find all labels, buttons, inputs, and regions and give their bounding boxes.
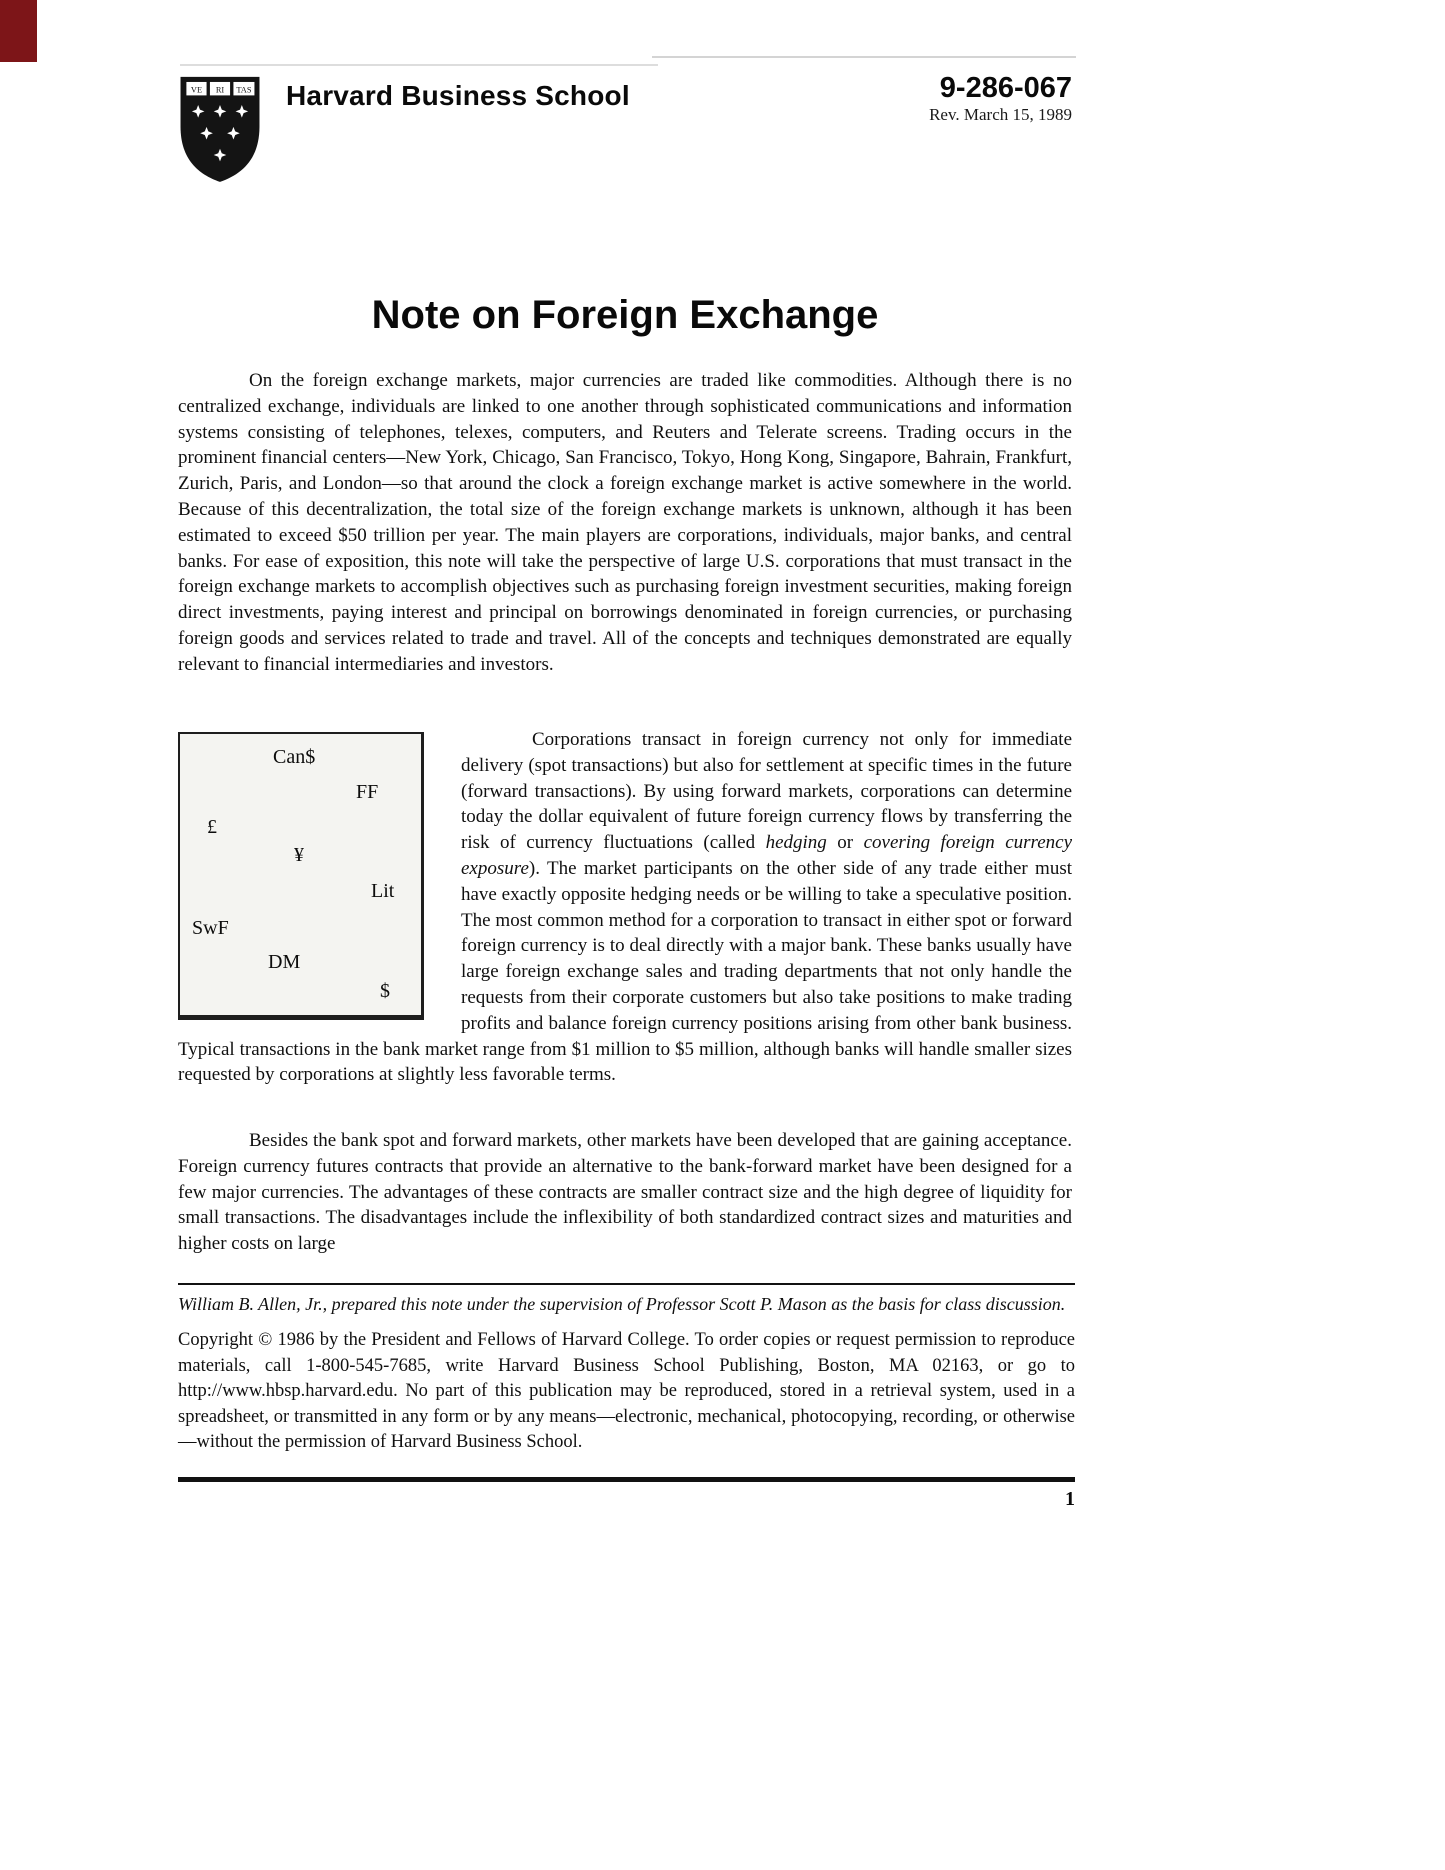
currency-label-itl: Lit bbox=[371, 880, 395, 902]
currency-figure bbox=[178, 732, 424, 1020]
page-number: 1 bbox=[1065, 1488, 1075, 1510]
revision-date: Rev. March 15, 1989 bbox=[929, 105, 1072, 124]
paragraph-futures: Besides the bank spot and forward markets, other markets have been developed that are gaining acceptance. Foreign currency futures contracts that provide an alternative to the bank-forward market have been designed for a few major currencies. The advantages of these contracts are smaller contract size and the high degree of liquidity for small transactions. The disadvantages include the inflexibility of both standardized contract sizes and maturities and higher costs on large bbox=[178, 1130, 1072, 1255]
term-hedging: hedging bbox=[765, 832, 827, 854]
school-name: Harvard Business School bbox=[286, 80, 630, 111]
figure-and-paragraph-block bbox=[178, 727, 1072, 1088]
motto-ri: RI bbox=[215, 85, 225, 95]
harvard-shield-logo bbox=[178, 74, 262, 184]
case-id-block bbox=[929, 72, 1072, 126]
paragraph-intro: On the foreign exchange markets, major currencies are traded like commodities. Although there is no centralized exchange, individuals are linked to one another through sophisticated communications and information systems consisting of telephones, telexes, computers, and Reuters and Telerate screens. Trading occurs in the prominent financial centers—New York, Chicago, San Francisco, Tokyo, Hong Kong, Singapore, Bahrain, Frankfurt, Zurich, Paris, and London—so that around the clock a foreign exchange market is active somewhere in the world. Because of this decentralization, the total size of the foreign exchange markets is unknown, although it has been estimated to exceed $50 trillion per year. The main players are corporations, individuals, major banks, and central banks. For ease of exposition, this note will take the perspective of large U.S. corporations that must transact in the foreign exchange markets to accomplish objectives such as purchasing foreign investment securities, making foreign direct investments, paying interest and principal on borrowings denominated in foreign currencies, or purchasing foreign goods and services related to trade and travel. All of the concepts and techniques demonstrated are equally relevant to financial intermediaries and investors. bbox=[178, 370, 1072, 675]
paragraph-segment: ). The market participants on the other side of any trade either must have exactly opposite hedging needs or be willing to take a speculative position. The most common method for a corporation to transact in either spot or forward foreign currency is to deal directly with a major bank. These banks usually have large foreign exchange sales and trading departments that not only handle the requests from their corporate customers but also take positions to make trading profits and balance foreign currency positions arising from other bank business. Typical transactions in the bank market range from $1 million to $5 million, although banks will handle smaller sizes requested by corporations at slightly less favorable terms. bbox=[178, 857, 1072, 1086]
motto-ve: VE bbox=[190, 85, 203, 95]
currency-label-dem: DM bbox=[268, 951, 301, 973]
copyright-notice: Copyright © 1986 by the President and Fellows of Harvard College. To order copies or request permission to reproduce materials, call 1-800-545-7685, write Harvard Business School Publishing, Boston, MA 02163, or go to http://www.hbsp.harvard.edu. No part of this publication may be reproduced, stored in a retrieval system, used in a spreadsheet, or transmitted in any form or by any means—electronic, mechanical, photocopying, recording, or otherwise—without the permission of Harvard Business School. bbox=[178, 1330, 1075, 1453]
currency-label-chf: SwF bbox=[192, 917, 229, 939]
currency-label-jpy: ¥ bbox=[294, 844, 304, 866]
motto-tas: TAS bbox=[236, 85, 252, 95]
currency-label-gbp: £ bbox=[207, 816, 217, 838]
currency-label-cad: Can$ bbox=[273, 746, 316, 768]
currency-label-usd: $ bbox=[380, 980, 390, 1002]
scan-artifact bbox=[0, 0, 37, 62]
attribution-note: William B. Allen, Jr., prepared this note under the supervision of Professor Scott P. Mason as the basis for class discussion. bbox=[178, 1294, 1066, 1314]
currency-label-frf: FF bbox=[356, 781, 379, 803]
document-header bbox=[178, 72, 1072, 212]
footer-rule bbox=[178, 1477, 1075, 1482]
paragraph-segment: or bbox=[826, 832, 864, 854]
scan-line-artifact bbox=[652, 56, 1076, 58]
paragraph-segment: Corporations transact in foreign currency not only for immediate delivery (spot transactions) but also for settlement at specific times in the future (forward transactions). By using forward markets, corporations can determine today the dollar equivalent of future foreign currency flows by transferring the risk of currency fluctuations (called bbox=[461, 729, 1072, 854]
document-title: Note on Foreign Exchange bbox=[371, 293, 879, 337]
scan-line-artifact bbox=[180, 64, 658, 66]
case-number: 9-286-067 bbox=[939, 72, 1072, 104]
footnote-divider bbox=[178, 1283, 1075, 1285]
term-covering-exposure: covering foreign currency exposure bbox=[461, 832, 1073, 879]
